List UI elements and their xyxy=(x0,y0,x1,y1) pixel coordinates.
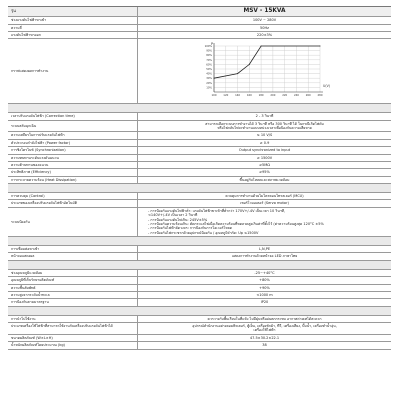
spec-value-line: สามารถเลือกระบบการทำงานได้ 3 วินาที หรือ 300 วินาที ได้ ในกรณีเกิดไฟดับ xyxy=(205,121,324,126)
spec-label: ประเภทเครื่องใช้ไฟฟ้าที่สามารถใช้งานกับเครื่องปรับแรงดันไฟฟ้าได้ xyxy=(8,323,138,334)
spec-row xyxy=(8,177,391,184)
spec-row xyxy=(8,113,391,120)
x-tick-label: 160 xyxy=(246,94,252,98)
spec-value: ≥95% xyxy=(259,170,270,175)
y-tick-label: 90% xyxy=(205,49,212,53)
spec-label: น้ำหนักผลิตภัณฑ์โดยประมาณ (kg) xyxy=(8,342,138,348)
spec-value xyxy=(138,323,391,334)
spec-label: แรงดันไฟฟ้าขาออก xyxy=(8,32,138,38)
spec-value: 38 xyxy=(262,343,267,348)
spec-row xyxy=(8,285,391,292)
data-point xyxy=(319,46,320,47)
spec-value: <1000 m xyxy=(256,292,273,297)
spec-label: อุณหภูมิที่เก็บรักษาผลิตภัณฑ์ xyxy=(8,277,138,283)
section-gap xyxy=(8,237,391,246)
model-header-row xyxy=(8,7,391,17)
spec-label: ความต้านทานของฉนวน xyxy=(8,162,138,168)
spec-value: 2 - 3 วินาที xyxy=(255,114,274,119)
protection-item: - การป้องกันแรงดันไฟเกิน: 245V±5% xyxy=(148,217,208,222)
spec-label: การกระจายความร้อน (Heat Dissipation) xyxy=(8,177,138,183)
spec-row xyxy=(8,246,391,253)
x-tick-label: 120 xyxy=(222,94,228,98)
spec-value: IP20 xyxy=(260,300,269,305)
x-axis-label: U(V) xyxy=(322,84,330,89)
x-tick-label: 180 xyxy=(258,94,264,98)
spec-label: เวลาปรับแรงดันไฟฟ้า (Correction time) xyxy=(8,113,138,119)
spec-row xyxy=(8,121,391,133)
spec-label: ความทนทานระดับแรงดันฉนวน xyxy=(8,155,138,161)
spec-row xyxy=(8,162,391,169)
spec-row xyxy=(8,335,391,342)
model-name: MSV - 15KVA xyxy=(243,8,286,14)
x-tick-label: 240 xyxy=(293,94,299,98)
y-axis-label: P xyxy=(210,42,213,47)
spec-value: ≥ 1500V xyxy=(256,155,273,160)
spec-label: ความถี่ xyxy=(8,25,138,31)
y-tick-label: 100% xyxy=(204,45,212,49)
spec-value: แสดงการทำงานด้วยหน้าจอ LED ภาษาไทย xyxy=(231,254,298,259)
y-tick-label: 30% xyxy=(205,77,212,81)
spec-row xyxy=(8,292,391,299)
spec-row xyxy=(8,208,391,237)
spec-label: ความเสถียรในการปรับแรงดันไฟฟ้า xyxy=(8,132,138,138)
chart-cell xyxy=(138,39,391,103)
protection-item: - การป้องกันแรงดันไฟฟ้าต่ำ: แรงดันไฟฟ้าขาเข้าที่ต่ำกว่า 170V+/-4V เป็นเวลา 10 วินาที, xyxy=(148,208,286,213)
spec-value: 50Hz xyxy=(260,25,269,30)
protection-item: <140V+/-4V เป็นเวลา 2 วินาที xyxy=(148,213,198,218)
spec-label: การเชื่อมต่อขาเข้า xyxy=(8,246,138,252)
data-point xyxy=(248,64,249,65)
spec-value: ≤ 10 V/S xyxy=(256,133,273,138)
spec-label: ความสูงจากระดับน้ำทะเล xyxy=(8,292,138,298)
spec-label: ช่วงอุณหภูมิแวดล้อม xyxy=(8,270,138,276)
io-rows xyxy=(8,246,391,261)
model-header-label: รุ่น xyxy=(8,7,138,16)
spec-value: ควรวางกับพื้นเรียบในที่แห้ง ไม่มีฝุ่นหรือฝนตกกระทบ อากาศถ่ายเทได้สะดวก xyxy=(207,316,322,321)
x-tick-label: 100 xyxy=(211,94,216,98)
section-gap xyxy=(8,261,391,270)
spec-value: เซอร์โวมอเตอร์ (Servo motor) xyxy=(240,201,289,206)
section-gap xyxy=(8,104,391,113)
spec-row xyxy=(8,32,391,39)
protection-item: - การป้องกันไฟกระชากด้วยอุปกรณ์ป้องกัน / อุณหภูมิจำกัด: Up ≤1500V xyxy=(148,230,259,235)
spec-value: 100V ~ 280V xyxy=(252,18,277,23)
section-gap xyxy=(8,184,391,193)
spec-label: การป้องกันตามมาตรฐาน xyxy=(8,299,138,305)
data-point xyxy=(213,78,214,79)
spec-value-line: อุปกรณ์สำนักงานอย่างคอมพิวเตอร์, ตู้เย็น, เครื่องซักผ้า, ทีวี, เครื่องเสียง, ปั๊มน้ำ, เครื่องทำน้ำอุ่น, xyxy=(192,324,337,329)
spec-label: หน้าจอแสดงผล xyxy=(8,253,138,259)
y-tick-label: 70% xyxy=(205,59,212,63)
spec-row xyxy=(8,155,391,162)
spec-row xyxy=(8,140,391,147)
spec-label: ระบบป้องกัน xyxy=(8,208,138,236)
spec-value: ขึ้นอยู่กับโหลดและสภาพแวดล้อม xyxy=(239,177,290,182)
chart-row xyxy=(8,39,391,104)
x-tick-label: 140 xyxy=(234,94,240,98)
spec-row xyxy=(8,253,391,260)
spec-row xyxy=(8,316,391,323)
spec-label: ตัวประกอบกำลังไฟฟ้า (Power factor) xyxy=(8,140,138,146)
top-rows xyxy=(8,17,391,39)
protection-list xyxy=(138,208,391,236)
section-gap xyxy=(8,307,391,316)
spec-label: ระบบสลับฉุกเฉิน xyxy=(8,121,138,132)
y-tick-label: 80% xyxy=(205,54,212,58)
spec-row xyxy=(8,323,391,335)
spec-value-line: หรือไฟกลับไฟจะทำงานแบบหน่วงเวลาเพื่อป้องกันความเสียหาย xyxy=(217,126,312,131)
spec-label: ช่วงแรงดันไฟฟ้าขาเข้า xyxy=(8,17,138,23)
spec-row xyxy=(8,132,391,139)
spec-row xyxy=(8,200,391,207)
spec-value: -25~+40°C xyxy=(254,270,275,275)
bottom-rows xyxy=(8,316,391,350)
chart-row-label: กราฟแสดงผลการทำงาน xyxy=(8,39,138,103)
spec-label: ขนาดผลิตภัณฑ์ (W×L×H) xyxy=(8,335,138,341)
x-tick-label: 200 xyxy=(269,94,275,98)
control-rows xyxy=(8,193,391,237)
spec-row xyxy=(8,169,391,176)
spec-value: ≥5MΩ xyxy=(259,162,270,167)
spec-row xyxy=(8,147,391,154)
spec-sheet xyxy=(8,6,391,350)
y-tick-label: 20% xyxy=(205,82,212,86)
y-tick-label: 60% xyxy=(205,63,212,67)
spec-value: 47.5×30.2×22.1 xyxy=(249,335,280,340)
spec-value xyxy=(138,121,391,132)
y-tick-label: 10% xyxy=(205,86,212,90)
spec-value-line: เครื่องใช้ไฟฟ้า xyxy=(253,328,276,333)
spec-row xyxy=(8,193,391,200)
spec-label: ประเภทของเครื่องปรับแรงดันไฟฟ้าอัตโนมัติ xyxy=(8,200,138,206)
spec-value: ควบคุมการทำงานด้วยไมโครคอนโทรลเลอร์ (MCU) xyxy=(225,194,304,199)
spec-row xyxy=(8,299,391,306)
x-tick-label: 220 xyxy=(281,94,287,98)
spec-row xyxy=(8,277,391,284)
spec-label: การซิงโครไนซ์ (Synchronization) xyxy=(8,147,138,153)
y-tick-label: 40% xyxy=(205,72,212,76)
spec-label: ความชื้นสัมพัทธ์ xyxy=(8,285,138,291)
env-rows xyxy=(8,270,391,307)
spec-value: L,N,PE xyxy=(258,247,271,252)
spec-row xyxy=(8,270,391,277)
spec-value: +80% xyxy=(259,278,270,283)
protection-item: - การป้องกันไฟฟ้าลัดวงจร: การป้องกันการโอเวอร์โหลด xyxy=(148,226,233,231)
spec-label: ประสิทธิภาพ (Efficiency) xyxy=(8,169,138,175)
spec-value: 220±3% xyxy=(256,32,273,37)
spec-row xyxy=(8,17,391,24)
spec-value: +90% xyxy=(259,285,270,290)
performance-chart xyxy=(190,40,340,102)
spec-row xyxy=(8,342,391,349)
x-tick-label: 260 xyxy=(305,94,311,98)
y-tick-label: 50% xyxy=(205,68,212,72)
data-point xyxy=(237,73,238,74)
series-line xyxy=(214,46,320,78)
x-tick-label: 280 xyxy=(317,94,322,98)
spec-row xyxy=(8,25,391,32)
spec-label: การควบคุม (Control) xyxy=(8,193,138,199)
spec-label: การนำไปใช้งาน xyxy=(8,316,138,322)
spec-value: Output synchronized to input xyxy=(238,148,291,153)
spec-value: ≥ 0.9 xyxy=(259,140,270,145)
mid-rows xyxy=(8,113,391,184)
data-point xyxy=(260,46,261,47)
protection-item: - การป้องกันความร้อนเกิน: ตัดกระแสไฟเมื่อเกิดความร้อนที่ขดลวดสูงเกินค่าที่ตั้งไว้ (ค่าความร้อนสูงสุด 120°C ±5% xyxy=(148,221,324,226)
